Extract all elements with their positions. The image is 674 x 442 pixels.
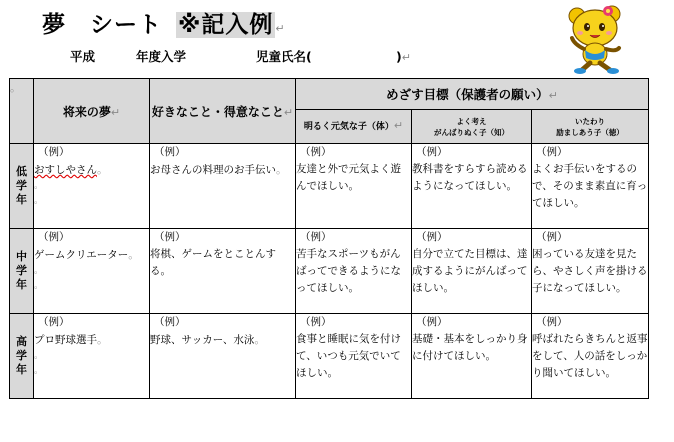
grade-cell: [10, 144, 34, 229]
goal-body-text: 食事と睡眠に気を付けて、いつも元気でいてほしい。: [296, 333, 401, 379]
cell-mark: 。: [10, 81, 21, 94]
example-label: （例）: [416, 146, 448, 158]
mascot-illustration: [564, 2, 634, 74]
grade-cell: [10, 229, 34, 314]
grade-char: 年: [16, 363, 27, 376]
student-name-close: ): [396, 49, 402, 64]
header-goal2-top: よく考え: [456, 116, 487, 126]
grade-char: 低: [16, 165, 27, 178]
grade-char: 学: [16, 179, 27, 192]
header-dream: [34, 79, 150, 144]
return-mark: ↵: [110, 105, 121, 119]
goal-heart-text: 呼ばれたらきちんと返事をして、人の話をしっかり聞いてほしい。: [532, 333, 648, 379]
header-goal-body: [296, 110, 412, 144]
title-example-label: ※記入例: [178, 12, 274, 38]
dream-sheet-table: [9, 78, 649, 399]
goal-heart-cell: [532, 144, 649, 229]
goal-heart-cell: [532, 229, 649, 314]
goal-mind-cell: [412, 144, 532, 229]
likes-cell: [150, 229, 296, 314]
table-row: [10, 144, 649, 229]
dream-text: おすしやさん: [34, 164, 97, 176]
example-label: （例）: [416, 316, 448, 328]
example-label: （例）: [536, 231, 568, 243]
goal-mind-text: 基礎・基本をしっかり身に付けてほしい。: [412, 333, 528, 362]
likes-text: 野球、サッカー、水泳: [150, 334, 255, 346]
header-goal2-bottom: がんばりぬく子（知）: [434, 127, 509, 137]
header-likes-label: 好きなこと・得意なこと: [151, 104, 284, 119]
header-goal3-bottom: 励ましあう子（徳）: [556, 127, 624, 137]
grade-char: 学: [16, 349, 27, 362]
dream-cell: [34, 314, 150, 399]
grade-char: 年: [16, 278, 27, 291]
cell-mark: 。: [34, 351, 44, 361]
grade-char: 中: [16, 250, 27, 263]
dream-text: ゲームクリエーター: [34, 249, 129, 261]
header-goals: [296, 79, 649, 110]
entry-year-label: 年度入学: [136, 49, 187, 64]
header-goal3-top: いたわり: [575, 116, 605, 126]
likes-text: お母さんの料理のお手伝い: [150, 164, 276, 176]
example-label: （例）: [300, 316, 332, 328]
dream-cell: [34, 144, 150, 229]
grade-char: 年: [16, 193, 27, 206]
cell-mark: 。: [34, 196, 44, 206]
return-mark: ↵: [401, 51, 411, 64]
cell-mark: 。: [34, 366, 44, 376]
header-goal1-label: 明るく元気な子（体）: [303, 122, 394, 132]
table-row: [10, 229, 649, 314]
goal-heart-text: 困っている友達を見たら、やさしく声を掛ける子になってほしい。: [532, 248, 648, 294]
return-mark: ↵: [393, 119, 404, 132]
goal-heart-cell: [532, 314, 649, 399]
goal-body-text: 苦手なスポーツもがんばってできるようになってほしい。: [296, 248, 401, 294]
example-label: （例）: [300, 231, 332, 243]
dream-cell: [34, 229, 150, 314]
dream-text: プロ野球選手: [34, 334, 97, 346]
goal-body-cell: [296, 144, 412, 229]
cell-mark: 。: [254, 333, 266, 346]
example-label: （例）: [154, 146, 186, 158]
cell-mark: 。: [276, 163, 287, 176]
cell-mark: 。: [34, 266, 44, 276]
likes-text: 将棋、ゲームをとことんする。: [150, 248, 276, 277]
goal-body-cell: [296, 314, 412, 399]
cell-mark: 。: [128, 248, 140, 261]
example-label: （例）: [154, 316, 186, 328]
header-dream-label: 将来の夢: [62, 104, 111, 119]
return-mark: ↵: [548, 89, 558, 102]
cell-mark: 。: [34, 281, 44, 291]
cell-mark: 。: [97, 333, 108, 346]
example-label: （例）: [38, 231, 70, 243]
header-goal-heart: [532, 110, 649, 144]
return-mark: ↵: [283, 105, 294, 119]
table-row: [10, 314, 649, 399]
goal-mind-text: 教科書をすらすら読めるようになってほしい。: [412, 163, 528, 192]
header-likes: [150, 79, 296, 144]
example-label: （例）: [300, 146, 332, 158]
grade-char: 高: [16, 335, 27, 348]
entry-line: [70, 47, 411, 65]
example-label: （例）: [154, 231, 186, 243]
grade-char: 学: [16, 264, 27, 277]
cell-mark: 。: [34, 181, 44, 191]
return-mark: ↵: [275, 22, 286, 35]
goal-mind-cell: [412, 229, 532, 314]
example-label: （例）: [536, 316, 568, 328]
example-label: （例）: [38, 146, 70, 158]
example-label: （例）: [536, 146, 568, 158]
cell-mark: 。: [97, 163, 108, 176]
likes-cell: [150, 314, 296, 399]
student-name-label: 児童氏名(: [256, 49, 312, 64]
header-goals-label: めざす目標（保護者の願い）: [386, 87, 549, 102]
document-title: [42, 6, 286, 39]
header-goal-mind: [412, 110, 532, 144]
example-label: （例）: [416, 231, 448, 243]
goal-body-text: 友達と外で元気よく遊んでほしい。: [296, 163, 401, 192]
goal-mind-cell: [412, 314, 532, 399]
example-label: （例）: [38, 316, 70, 328]
era-label: 平成: [70, 49, 96, 64]
goal-heart-text: よくお手伝いをするので、そのまま素直に育ってほしい。: [532, 163, 648, 209]
title-main: 夢 シート: [42, 12, 162, 38]
likes-cell: [150, 144, 296, 229]
goal-body-cell: [296, 229, 412, 314]
corner-cell: [10, 79, 34, 144]
grade-cell: [10, 314, 34, 399]
goal-mind-text: 自分で立てた目標は、達成するようにがんばってほしい。: [412, 248, 528, 294]
